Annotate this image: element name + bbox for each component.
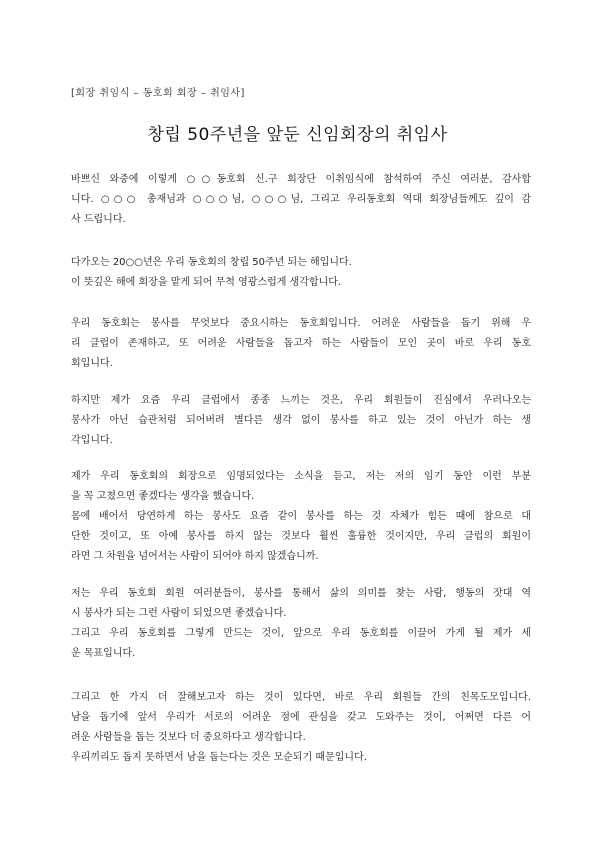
paragraph-line: 각입니다. bbox=[71, 435, 113, 446]
document-category-label: [회장 취임식 – 동호회 회장 – 취임사] bbox=[71, 88, 245, 99]
paragraph-line: 회입니다. bbox=[71, 358, 113, 369]
paragraph-concern bbox=[71, 391, 531, 451]
paragraph-line: 려운 사람들을 돕는 것보다 더 중요하다고 생각합니다. bbox=[71, 732, 306, 743]
paragraph-line: 운 목표입니다. bbox=[71, 648, 136, 659]
paragraph-anniversary bbox=[71, 253, 531, 293]
paragraph-line: 을 꼭 고쳤으면 좋겠다는 생각을 했습니다. bbox=[71, 491, 255, 502]
paragraph-line: 저는 우리 동호회 회원 여러분들이, 봉사를 통해서 삶의 의미를 찾는 사람, 행동의 잣대 역 bbox=[71, 588, 531, 599]
paragraph-line: 그리고 우리 동호회를 그렇게 만드는 것이, 앞으로 우리 동호회를 이끌어 가게 될 제가 세 bbox=[71, 628, 531, 639]
paragraph-goal bbox=[71, 584, 531, 664]
paragraph-greeting bbox=[71, 170, 531, 230]
paragraph-line: 사 드립니다. bbox=[71, 214, 126, 225]
paragraph-line: 시 봉사가 되는 그런 사람이 되었으면 좋겠습니다. bbox=[71, 608, 287, 619]
paragraph-line: 하지만 제가 요즘 우리 클럽에서 종종 느끼는 것은, 우리 회원들이 진심에서 우러나오는 bbox=[71, 395, 531, 406]
document-title: 창립 50주년을 앞둔 신임회장의 취임사 bbox=[147, 125, 448, 145]
paragraph-line: 그리고 한 가지 더 잘해보고자 하는 것이 있다면, 바로 우리 회원들 간의 친목도모입니다. bbox=[71, 692, 531, 703]
paragraph-line: 우리 동호회는 봉사를 무엇보다 중요시하는 동호회입니다. 어려운 사람들을 돕기 위해 우 bbox=[71, 318, 531, 329]
paragraph-fellowship bbox=[71, 688, 531, 768]
paragraph-line: 다가오는 20○○년은 우리 동호회의 창립 50주년 되는 해입니다. bbox=[71, 257, 352, 268]
paragraph-line: 봉사가 아닌 습관처럼 되어버려 별다른 생각 없이 봉사를 하고 있는 것이 아닌가 하는 생 bbox=[71, 415, 531, 426]
paragraph-line: 제가 우리 동호회의 회장으로 임명되었다는 소식을 듣고, 저는 저의 임기 동안 이런 부분 bbox=[71, 471, 531, 482]
paragraph-line: 몸에 배어서 당연하게 하는 봉사도 요즘 같이 봉사를 하는 것 자체가 힘든 때에 참으로 대 bbox=[71, 511, 531, 522]
paragraph-service bbox=[71, 314, 531, 374]
paragraph-line: 바쁘신 와중에 이렇게 ○○동호회 신.구 회장단 이취임식에 참석하여 주신 여러분, 감사합 bbox=[71, 174, 531, 185]
paragraph-line: 니다. ○○○ 총재님과 ○○○님, ○○○님, 그리고 우리동호회 역대 회장님들께도 깊이 감 bbox=[71, 194, 531, 205]
paragraph-resolution bbox=[71, 467, 531, 567]
paragraph-line: 단한 것이고, 또 아예 봉사를 하지 않는 것보다 훨씬 훌륭한 것이지만, 우리 클럽의 회원이 bbox=[71, 531, 531, 542]
paragraph-line: 이 뜻깊은 해에 회장을 맡게 되어 무척 영광스럽게 생각합니다. bbox=[71, 277, 342, 288]
paragraph-line: 리 클럽이 존재하고, 또 어려운 사람들을 돕고자 하는 사람들이 모인 곳이 바로 우리 동호 bbox=[71, 338, 531, 349]
paragraph-line: 우리끼리도 돕지 못하면서 남을 돕는다는 것은 모순되기 때문입니다. bbox=[71, 752, 367, 763]
paragraph-line: 남을 돕기에 앞서 우리가 서로의 어려운 점에 관심을 갖고 도와주는 것이, 어쩌면 다른 어 bbox=[71, 712, 531, 723]
paragraph-line: 라면 그 차원을 넘어서는 사람이 되어야 하지 않겠습니까. bbox=[71, 551, 319, 562]
